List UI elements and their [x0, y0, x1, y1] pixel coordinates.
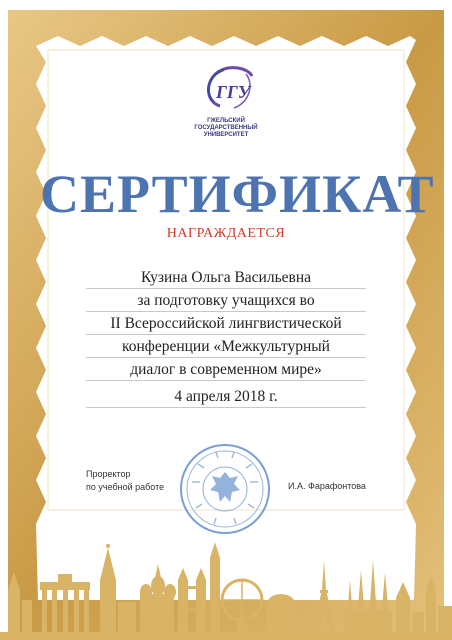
- date-line: 4 апреля 2018 г.: [86, 387, 366, 408]
- role-line: по учебной работе: [86, 482, 165, 492]
- reason-line: конференции «Межкультурный: [86, 337, 366, 358]
- logo-line: ГОСУДАРСТВЕННЫЙ: [194, 125, 258, 131]
- awarded-label: НАГРАЖДАЕТСЯ: [166, 226, 286, 241]
- reason-line: диалог в современном мире»: [86, 360, 366, 381]
- city-skyline-icon: [0, 520, 452, 640]
- signatory-role: [86, 468, 164, 494]
- signatory-name: И.А. Фарафонтова: [288, 481, 366, 491]
- recipient-name: Кузина Ольга Васильевна: [86, 268, 366, 289]
- role-line: Проректор: [86, 469, 131, 479]
- logo-emblem-icon: [190, 62, 274, 122]
- reason-line: II Всероссийской лингвистической: [86, 314, 366, 335]
- logo-line: УНИВЕРСИТЕТ: [203, 132, 249, 138]
- logo-caption: [172, 118, 280, 139]
- certificate-title: СЕРТИФИКАТ: [40, 164, 435, 224]
- reason-line: за подготовку учащихся во: [86, 291, 366, 312]
- logo-line: ГЖЕЛЬСКИЙ: [207, 118, 245, 124]
- logo-abbr: ГГУ: [216, 82, 251, 102]
